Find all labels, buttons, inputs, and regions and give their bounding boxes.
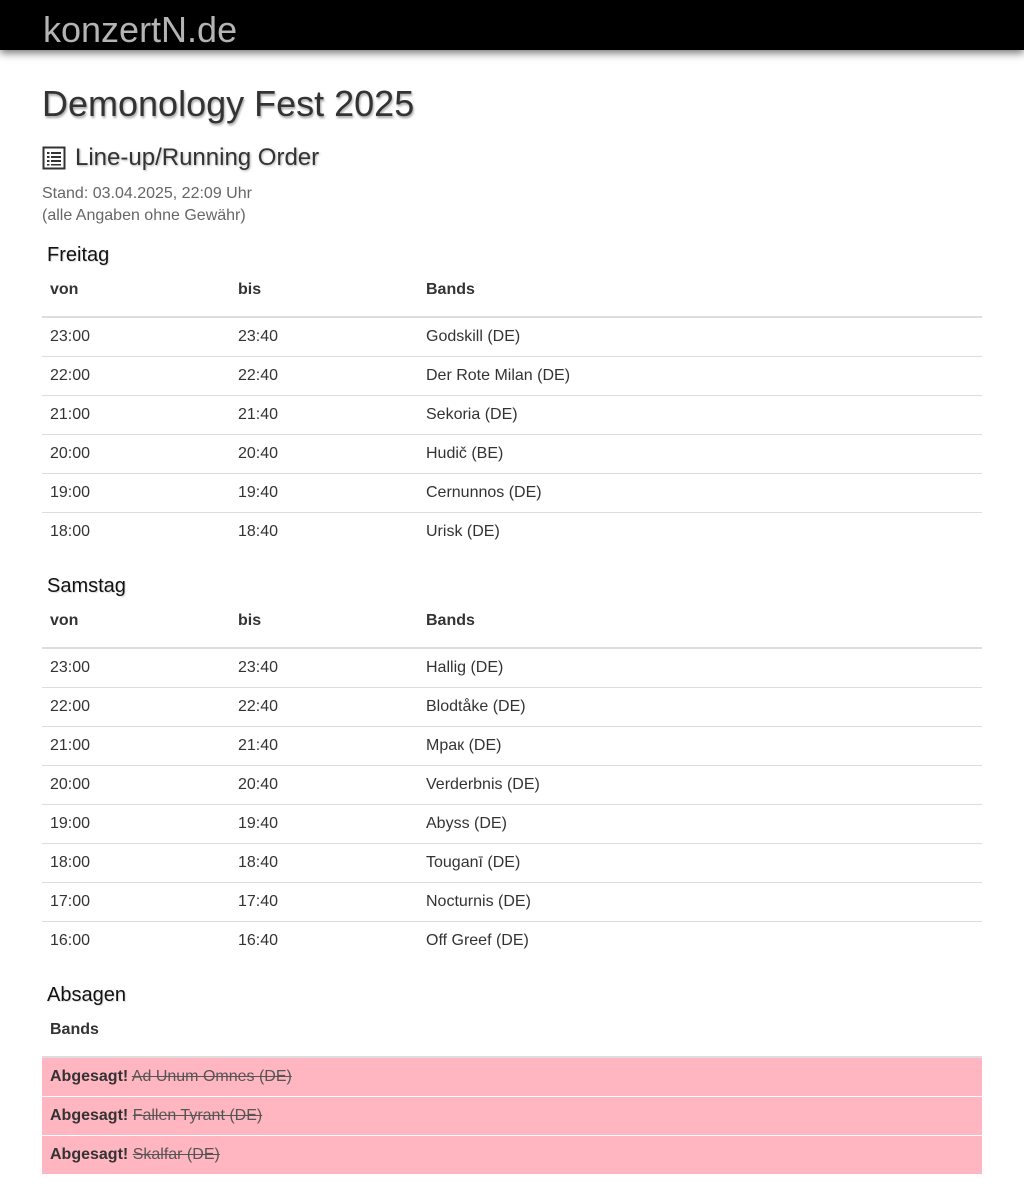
table-row bbox=[42, 317, 982, 357]
day-block-samstag bbox=[42, 574, 982, 960]
day-title: Freitag bbox=[47, 244, 110, 266]
end-time: 19:40 bbox=[230, 805, 418, 844]
band-name: Abyss (DE) bbox=[418, 805, 982, 844]
table-row bbox=[42, 435, 982, 474]
end-time: 22:40 bbox=[230, 357, 418, 396]
start-time: 22:00 bbox=[42, 357, 230, 396]
table-row bbox=[42, 474, 982, 513]
column-header-von: von bbox=[42, 280, 230, 317]
start-time: 18:00 bbox=[42, 844, 230, 883]
band-name: Hudič (BE) bbox=[418, 435, 982, 474]
column-header-bands: Bands bbox=[418, 280, 982, 317]
start-time: 23:00 bbox=[42, 317, 230, 357]
start-time: 18:00 bbox=[42, 513, 230, 552]
running-order-table bbox=[42, 280, 982, 551]
table-row bbox=[42, 357, 982, 396]
end-time: 21:40 bbox=[230, 727, 418, 766]
cancellations-table bbox=[42, 1020, 982, 1174]
start-time: 22:00 bbox=[42, 688, 230, 727]
start-time: 16:00 bbox=[42, 922, 230, 961]
day-title: Samstag bbox=[47, 575, 126, 597]
cancelled-label: Abgesagt! bbox=[50, 1146, 129, 1163]
start-time: 17:00 bbox=[42, 883, 230, 922]
brand-link[interactable]: konzertN.de bbox=[43, 9, 238, 50]
cancelled-cell bbox=[42, 1057, 982, 1097]
table-header-row bbox=[42, 280, 982, 317]
running-order-table bbox=[42, 611, 982, 960]
start-time: 20:00 bbox=[42, 766, 230, 805]
cancelled-row bbox=[42, 1136, 982, 1175]
band-name: Der Rote Milan (DE) bbox=[418, 357, 982, 396]
cancelled-band-name: Fallen Tyrant (DE) bbox=[132, 1107, 263, 1124]
band-name: Off Greef (DE) bbox=[418, 922, 982, 961]
column-header-bands: Bands bbox=[418, 611, 982, 648]
cancelled-cell bbox=[42, 1136, 982, 1175]
column-header-bands: Bands bbox=[42, 1020, 982, 1057]
start-time: 19:00 bbox=[42, 474, 230, 513]
band-name: Blodtåke (DE) bbox=[418, 688, 982, 727]
band-name: Sekoria (DE) bbox=[418, 396, 982, 435]
cancelled-band-name: Ad Unum Omnes (DE) bbox=[131, 1068, 292, 1085]
day-block-freitag bbox=[42, 243, 982, 551]
start-time: 23:00 bbox=[42, 648, 230, 688]
end-time: 21:40 bbox=[230, 396, 418, 435]
page-title: Demonology Fest 2025 bbox=[42, 83, 415, 124]
band-name: Touganī (DE) bbox=[418, 844, 982, 883]
table-header-row bbox=[42, 611, 982, 648]
start-time: 21:00 bbox=[42, 727, 230, 766]
section-title-text: Line-up/Running Order bbox=[75, 144, 320, 171]
end-time: 20:40 bbox=[230, 435, 418, 474]
end-time: 18:40 bbox=[230, 513, 418, 552]
cancellations-title: Absagen bbox=[47, 984, 126, 1006]
table-row bbox=[42, 922, 982, 961]
top-navbar bbox=[0, 0, 1024, 50]
band-name: Hallig (DE) bbox=[418, 648, 982, 688]
status-info bbox=[42, 183, 252, 227]
table-row bbox=[42, 805, 982, 844]
end-time: 16:40 bbox=[230, 922, 418, 961]
stand-timestamp: Stand: 03.04.2025, 22:09 Uhr bbox=[42, 185, 252, 202]
table-row bbox=[42, 396, 982, 435]
band-name: Nocturnis (DE) bbox=[418, 883, 982, 922]
cancellations-block bbox=[42, 983, 982, 1174]
start-time: 20:00 bbox=[42, 435, 230, 474]
end-time: 20:40 bbox=[230, 766, 418, 805]
table-row bbox=[42, 844, 982, 883]
column-header-bis: bis bbox=[230, 611, 418, 648]
end-time: 23:40 bbox=[230, 317, 418, 357]
column-header-von: von bbox=[42, 611, 230, 648]
band-name: Godskill (DE) bbox=[418, 317, 982, 357]
table-row bbox=[42, 727, 982, 766]
end-time: 19:40 bbox=[230, 474, 418, 513]
cancelled-row bbox=[42, 1097, 982, 1136]
end-time: 23:40 bbox=[230, 648, 418, 688]
end-time: 18:40 bbox=[230, 844, 418, 883]
band-name: Verderbnis (DE) bbox=[418, 766, 982, 805]
table-row bbox=[42, 648, 982, 688]
table-row bbox=[42, 766, 982, 805]
end-time: 22:40 bbox=[230, 688, 418, 727]
band-name: Cernunnos (DE) bbox=[418, 474, 982, 513]
cancelled-label: Abgesagt! bbox=[50, 1107, 129, 1124]
start-time: 19:00 bbox=[42, 805, 230, 844]
cancelled-cell bbox=[42, 1097, 982, 1136]
table-row bbox=[42, 688, 982, 727]
table-header-row bbox=[42, 1020, 982, 1057]
table-row bbox=[42, 513, 982, 552]
table-row bbox=[42, 883, 982, 922]
column-header-bis: bis bbox=[230, 280, 418, 317]
band-name: Мрак (DE) bbox=[418, 727, 982, 766]
band-name: Urisk (DE) bbox=[418, 513, 982, 552]
section-title bbox=[42, 142, 319, 174]
cancelled-band-name: Skalfar (DE) bbox=[132, 1146, 220, 1163]
cancelled-row bbox=[42, 1057, 982, 1097]
disclaimer: (alle Angaben ohne Gewähr) bbox=[42, 207, 246, 224]
list-icon bbox=[42, 146, 66, 170]
cancelled-label: Abgesagt! bbox=[50, 1068, 129, 1085]
end-time: 17:40 bbox=[230, 883, 418, 922]
start-time: 21:00 bbox=[42, 396, 230, 435]
